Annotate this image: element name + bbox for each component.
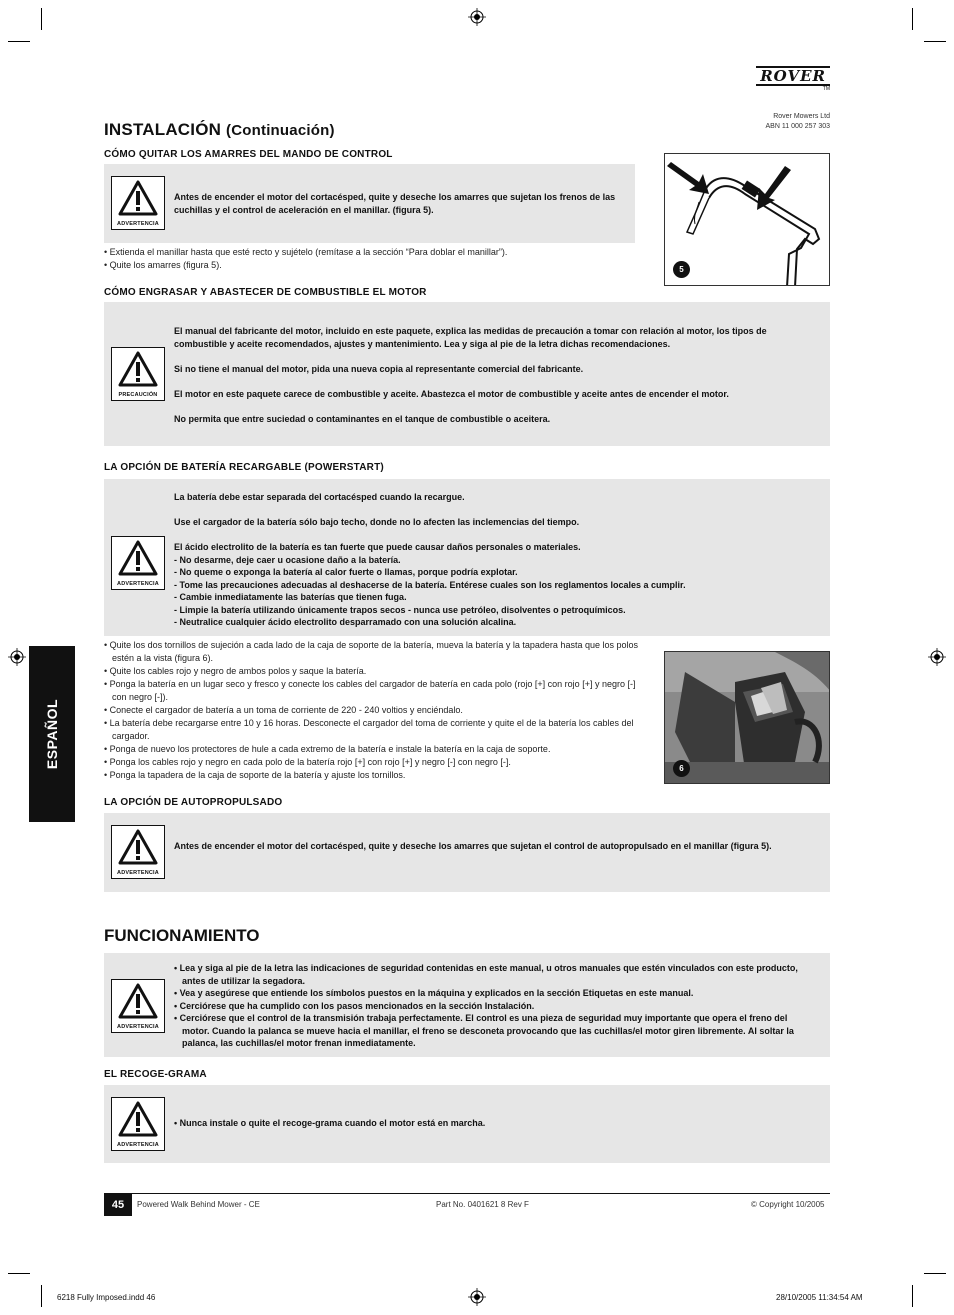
figure-6-battery-photo (664, 651, 830, 784)
warning-text (174, 325, 804, 425)
list-item: • Quite los cables rojo y negro de ambos polos y saque la batería. (104, 666, 367, 676)
paragraph: Si no tiene el manual del motor, pida una nueva copia al representante comercial del fabricante. (174, 363, 584, 374)
page-title (104, 120, 335, 140)
sign-label: ADVERTENCIA (117, 870, 159, 876)
warning-text: • Nunca instale o quite el recoge-grama cuando el motor está en marcha. (174, 1118, 486, 1128)
list-item: • Ponga la batería en un lugar seco y fresco y conecte los cables del cargador de batería en cada polo (rojo [+] con rojo [+] y negro [-] con negro [-]). (104, 679, 636, 702)
warning-text (174, 491, 814, 629)
crop-mark (8, 41, 30, 42)
list-item: • Lea y siga al pie de la letra las indicaciones de seguridad contenidas en este manual, u otros manuales que estén vinculados con este producto, antes de utilizar la segadora. (174, 963, 798, 986)
footer-rule (104, 1193, 830, 1194)
warning-panel-recoge-grama (104, 1085, 830, 1163)
list-item: • Conecte el cargador de batería a un toma de corriente de 220 - 240 voltios y enciéndalo. (104, 705, 463, 715)
sign-label: ADVERTENCIA (117, 221, 159, 227)
caution-sign-icon (111, 347, 165, 401)
list-item: • Cerciórese que el control de la transmisión trabaja perfectamente. El control es una pieza de seguridad muy importante que opera el freno del motor. Cuando la palanca se mueve hacia el manillar, el freno se desconeta provocando que las cuchillas/el motor giren libremente. Al soltar la palanca, las cuchillas/el motor frenan inmediatamente. (174, 1013, 794, 1048)
warning-sign-icon (111, 536, 165, 590)
warning-panel-bateria (104, 479, 830, 636)
crop-mark (8, 1273, 30, 1274)
sign-label: PRECAUCIÓN (118, 392, 158, 398)
title-sub: (Continuación) (226, 122, 335, 139)
dash-item: - Cambie inmediatamente las baterías que tienen fuga. (174, 592, 407, 602)
warning-sign-icon (111, 176, 165, 230)
dash-item: - Neutralice cualquier ácido electrolito desparramado con una solución alcalina. (174, 617, 517, 627)
list-item: • Ponga la tapadera de la caja de soporte de la batería y ajuste los tornillos. (104, 770, 406, 780)
rover-logo (750, 66, 830, 132)
slug-file: 6218 Fully Imposed.indd 46 (57, 1293, 156, 1302)
logo-brand: ROVER (756, 66, 830, 86)
figure-number-badge: 5 (673, 261, 690, 278)
warning-panel-funcionamiento (104, 953, 830, 1057)
sign-label: ADVERTENCIA (117, 581, 159, 587)
paragraph: No permita que entre suciedad o contaminantes en el tanque de combustible o aceitera. (174, 413, 551, 424)
section-heading-recoge-grama: EL RECOGE-GRAMA (104, 1069, 207, 1080)
registration-mark-icon (928, 648, 946, 666)
paragraph: El ácido electrolito de la batería es tan fuerte que puede causar daños personales o materiales. (174, 542, 581, 552)
crop-mark (924, 41, 946, 42)
footer-part-number: Part No. 0401621 8 Rev F (436, 1200, 529, 1209)
bullet-list-bateria (104, 639, 644, 782)
warning-panel-autopropulsado (104, 813, 830, 892)
list-item: • Extienda el manillar hasta que esté recto y sujételo (remítase a la sección “Para doblar el manillar”). (104, 247, 508, 257)
sign-label: ADVERTENCIA (117, 1142, 159, 1148)
warning-sign-icon (111, 979, 165, 1033)
warning-text: Antes de encender el motor del cortacésped, quite y deseche los amarres que sujetan el control de autopropulsado en el manillar (figura 5). (174, 841, 772, 851)
warning-text (174, 962, 814, 1050)
warning-panel-engrasar (104, 302, 830, 446)
sign-label: ADVERTENCIA (117, 1024, 159, 1030)
footer-product: Powered Walk Behind Mower - CE (137, 1200, 260, 1209)
warning-panel-amarres (104, 164, 635, 243)
paragraph: Use el cargador de la batería sólo bajo techo, donde no lo afecten las inclemencias del tiempo. (174, 517, 580, 527)
paragraph: El manual del fabricante del motor, incluido en este paquete, explica las medidas de precaución a tomar con relación al motor, los tipos de combustible y aceite recomendados, ajustes y mantenimiento. Lea y siga al pie de la letra dichas recomendaciones. (174, 326, 767, 349)
registration-mark-icon (468, 1288, 486, 1306)
warning-sign-icon (111, 825, 165, 879)
crop-mark (924, 1273, 946, 1274)
dash-item: - No queme o exponga la batería al calor fuerte o llamas, porque podría explotar. (174, 567, 518, 577)
crop-mark (912, 8, 913, 30)
registration-mark-icon (468, 8, 486, 26)
list-item: • Cerciórese que ha cumplido con los pasos mencionados en la sección Instalación. (174, 1000, 535, 1011)
crop-mark (41, 8, 42, 30)
section-heading-amarres: CÓMO QUITAR LOS AMARRES DEL MANDO DE CONTROL (104, 149, 393, 160)
list-item: • La batería debe recargarse entre 10 y 16 horas. Desconecte el cargador del toma de corriente y quite el de la batería los cables del cargador. (104, 718, 634, 741)
logo-company: Rover Mowers Ltd (773, 113, 830, 120)
language-tab-label: ESPAÑOL (44, 698, 60, 770)
crop-mark (41, 1285, 42, 1307)
logo-abn: ABN 11 000 257 303 (765, 123, 830, 130)
handlebar-drawing-icon (665, 154, 830, 286)
language-tab (29, 646, 75, 822)
bullet-list-amarres (104, 246, 654, 272)
warning-sign-icon (111, 1097, 165, 1151)
dash-item: - No desarme, deje caer u ocasione daño a la batería. (174, 554, 401, 565)
section-heading-bateria: LA OPCIÓN DE BATERÍA RECARGABLE (POWERSTART) (104, 462, 384, 473)
battery-photo-icon (665, 652, 830, 784)
section-heading-engrasar: CÓMO ENGRASAR Y ABASTECER DE COMBUSTIBLE EL MOTOR (104, 287, 427, 298)
figure-number-badge: 6 (673, 760, 690, 777)
logo-tm: TM (822, 86, 830, 92)
section-title-funcionamiento: FUNCIONAMIENTO (104, 926, 260, 945)
page-number: 45 (104, 1194, 132, 1216)
list-item: • Ponga de nuevo los protectores de hule a cada extremo de la batería e instale la batería en la caja de soporte. (104, 744, 551, 754)
list-item: • Quite los dos tornillos de sujeción a cada lado de la caja de soporte de la batería, mueva la batería y la tapadera hasta que los polos estén a la vista (figura 6). (104, 640, 638, 663)
dash-item: - Tome las precauciones adecuadas al deshacerse de la batería. Entérese cuales son los reglamentos locales a cumplir. (174, 579, 686, 590)
section-heading-autopropulsado: LA OPCIÓN DE AUTOPROPULSADO (104, 797, 283, 808)
title-main: INSTALACIÓN (104, 120, 222, 139)
paragraph: La batería debe estar separada del cortacésped cuando la recargue. (174, 492, 465, 502)
figure-5-handlebar (664, 153, 830, 286)
list-item: • Ponga los cables rojo y negro en cada polo de la batería rojo [+] con rojo [+] y negro [-] con negro [-]. (104, 757, 511, 767)
dash-item: - Limpie la batería utilizando únicamente trapos secos - nunca use petróleo, disolventes o petroquímicos. (174, 604, 626, 615)
warning-text: Antes de encender el motor del cortacésped, quite y deseche los amarres que sujetan los frenos de las cuchillas y el control de aceleración en el manillar. (figura 5). (174, 192, 616, 215)
slug-date: 28/10/2005 11:34:54 AM (776, 1293, 863, 1302)
footer-copyright: © Copyright 10/2005 (751, 1200, 825, 1209)
list-item: • Vea y asegúrese que entiende los símbolos puestos en la máquina y explicados en la sección Etiquetas en este manual. (174, 988, 694, 998)
paragraph: El motor en este paquete carece de combustible y aceite. Abastezca el motor de combustible y aceite antes de encender el motor. (174, 388, 729, 399)
list-item: • Quite los amarres (figura 5). (104, 260, 222, 270)
registration-mark-icon (8, 648, 26, 666)
crop-mark (912, 1285, 913, 1307)
